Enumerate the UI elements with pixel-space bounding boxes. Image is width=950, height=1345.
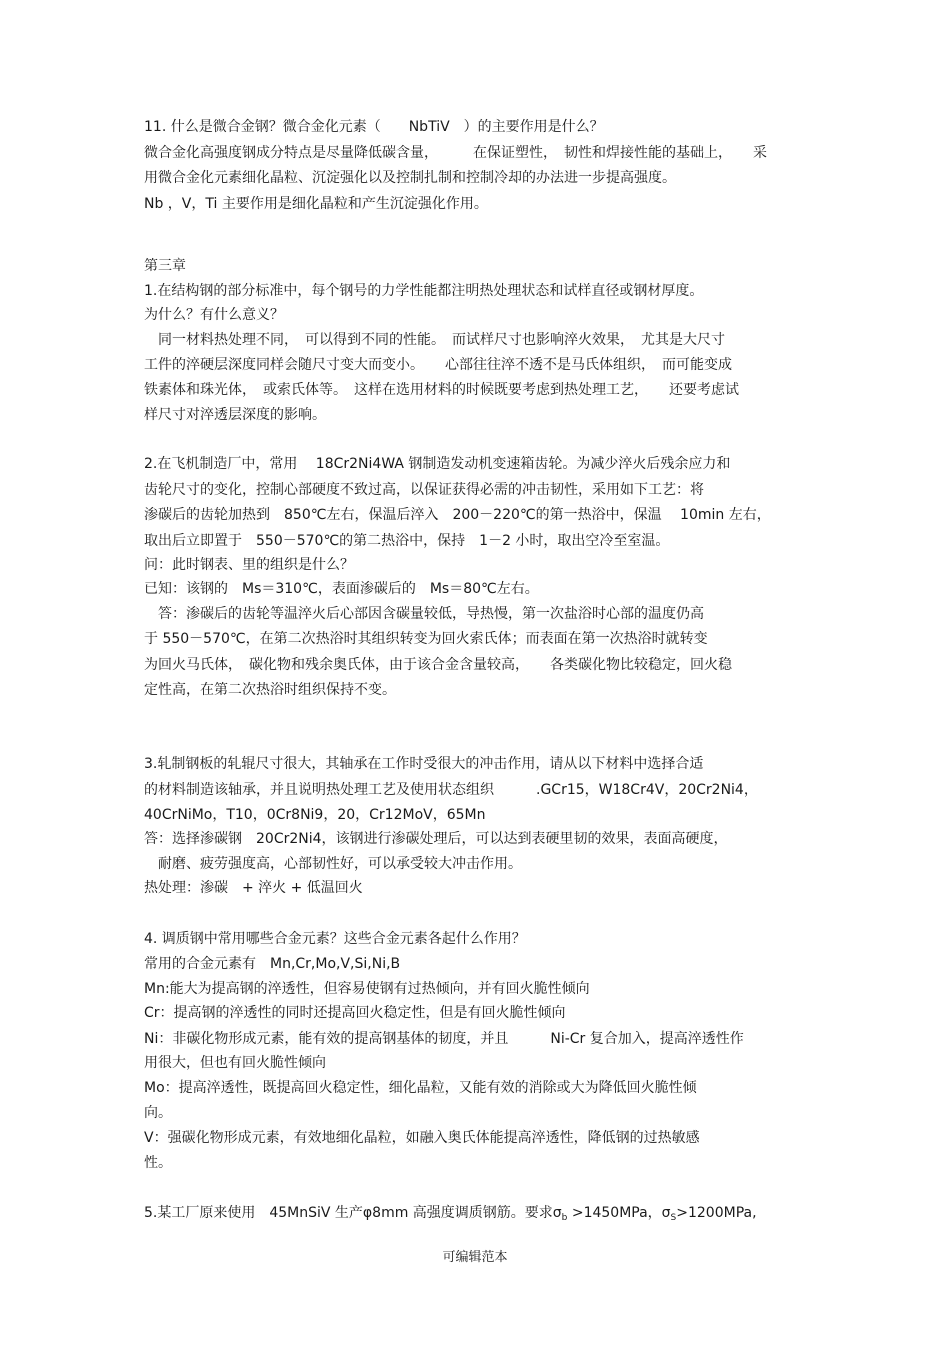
text-line: 4. 调质钢中常用哪些合金元素？这些合金元素各起什么作用？ — [144, 931, 526, 947]
text-line: 答：渗碳后的齿轮等温淬火后心部因含碳量较低，导热慢，第一次盐浴时心部的温度仍高 — [144, 606, 704, 622]
text-line: 已知：该钢的 Ms＝310℃，表面渗碳后的 Ms＝80℃左右。 — [144, 581, 539, 597]
q5-text-c: >1200MPa, — [676, 1205, 757, 1221]
text-line: 1.在结构钢的部分标准中，每个钢号的力学性能都注明热处理状态和试样直径或钢材厚度。 — [144, 283, 704, 299]
text-line: 取出后立即置于 550－570℃的第二热浴中，保持 1－2 小时，取出空冷至室温。 — [144, 533, 670, 549]
text-line: V：强碳化物形成元素，有效地细化晶粒，如融入奥氏体能提高淬透性，降低钢的过热敏感 — [144, 1130, 700, 1146]
text-line: 用很大，但也有回火脆性倾向 — [144, 1055, 326, 1071]
text-line: 齿轮尺寸的变化，控制心部硬度不致过高，以保证获得必需的冲击韧性，采用如下工艺：将 — [144, 482, 704, 498]
text-line: 耐磨、疲劳强度高，心部韧性好，可以承受较大冲击作用。 — [144, 856, 522, 872]
text-line: 常用的合金元素有 Mn,Cr,Mo,V,Si,Ni,B — [144, 956, 401, 972]
text-line: Cr：提高钢的淬透性的同时还提高回火稳定性，但是有回火脆性倾向 — [144, 1005, 566, 1021]
text-line: 样尺寸对淬透层深度的影响。 — [144, 407, 326, 423]
text-line: 的材料制造该轴承，并且说明热处理工艺及使用状态组织 .GCr15，W18Cr4V，20Cr2Ni4， — [144, 782, 758, 798]
text-line: 答：选择渗碳钢 20Cr2Ni4，该钢进行渗碳处理后，可以达到表硬里韧的效果，表面高硬度， — [144, 831, 728, 847]
text-line: 11. 什么是微合金钢？微合金化元素（ NbTiV ）的主要作用是什么？ — [144, 119, 604, 135]
text-line: 用微合金化元素细化晶粒、沉淀强化以及控制扎制和控制冷却的办法进一步提高强度。 — [144, 170, 676, 186]
text-line: Mo：提高淬透性，既提高回火稳定性，细化晶粒，又能有效的消除或大为降低回火脆性倾 — [144, 1080, 697, 1096]
q5-text-b: >1450MPa，σ — [567, 1205, 671, 1221]
page-footer: 可编辑范本 — [442, 1250, 508, 1265]
text-line: Mn:能大为提高钢的淬透性，但容易使钢有过热倾向，并有回火脆性倾向 — [144, 981, 590, 997]
sigma-b-subscript: b — [561, 1213, 568, 1223]
question-5-line — [144, 1203, 809, 1223]
text-line: 工件的淬硬层深度同样会随尺寸变大而变小。 心部往往淬不透不是马氏体组织， 而可能变成 — [144, 357, 732, 373]
text-line: 同一材料热处理不同， 可以得到不同的性能。 而试样尺寸也影响淬火效果， 尤其是大尺寸 — [144, 332, 725, 348]
text-line: 向。 — [144, 1105, 172, 1121]
text-line: 微合金化高强度钢成分特点是尽量降低碳含量， 在保证塑性， 韧性和焊接性能的基础上， 采 — [144, 145, 767, 161]
text-line: 40CrNiMo，T10，0Cr8Ni9，20，Cr12MoV，65Mn — [144, 807, 486, 823]
text-line: 定性高，在第二次热浴时组织保持不变。 — [144, 682, 396, 698]
text-line: 性。 — [144, 1155, 172, 1171]
text-line: 2.在飞机制造厂中，常用 18Cr2Ni4WA 钢制造发动机变速箱齿轮。为减少淬火后残余应力和 — [144, 456, 731, 472]
text-line: Ni：非碳化物形成元素，能有效的提高钢基体的韧度，并且 Ni-Cr 复合加入，提高淬透性作 — [144, 1031, 744, 1047]
text-line: 3.轧制钢板的轧辊尺寸很大，其轴承在工作时受很大的冲击作用，请从以下材料中选择合适 — [144, 756, 704, 772]
text-line: 渗碳后的齿轮加热到 850℃左右，保温后淬入 200－220℃的第一热浴中，保温 10min 左右， — [144, 507, 771, 523]
text-line: 热处理：渗碳 + 淬火 + 低温回火 — [144, 880, 363, 896]
sigma-s-subscript: S — [670, 1213, 677, 1223]
chapter-heading: 第三章 — [144, 258, 186, 274]
text-line: Nb ，V，Ti 主要作用是细化晶粒和产生沉淀强化作用。 — [144, 196, 488, 212]
q5-text-a: 5.某工厂原来使用 45MnSiV 生产φ8mm 高强度调质钢筋。要求σ — [144, 1205, 562, 1221]
text-line: 问：此时钢表、里的组织是什么？ — [144, 557, 354, 573]
text-line: 铁素体和珠光体， 或索氏体等。 这样在选用材料的时候既要考虑到热处理工艺， 还要考虑试 — [144, 382, 739, 398]
text-line: 于 550－570℃，在第二次热浴时其组织转变为回火索氏体；而表面在第一次热浴时就转变 — [144, 631, 708, 647]
text-line: 为什么？有什么意义？ — [144, 307, 284, 323]
text-line: 为回火马氏体， 碳化物和残余奥氏体，由于该合金含量较高， 各类碳化物比较稳定，回火稳 — [144, 657, 732, 673]
